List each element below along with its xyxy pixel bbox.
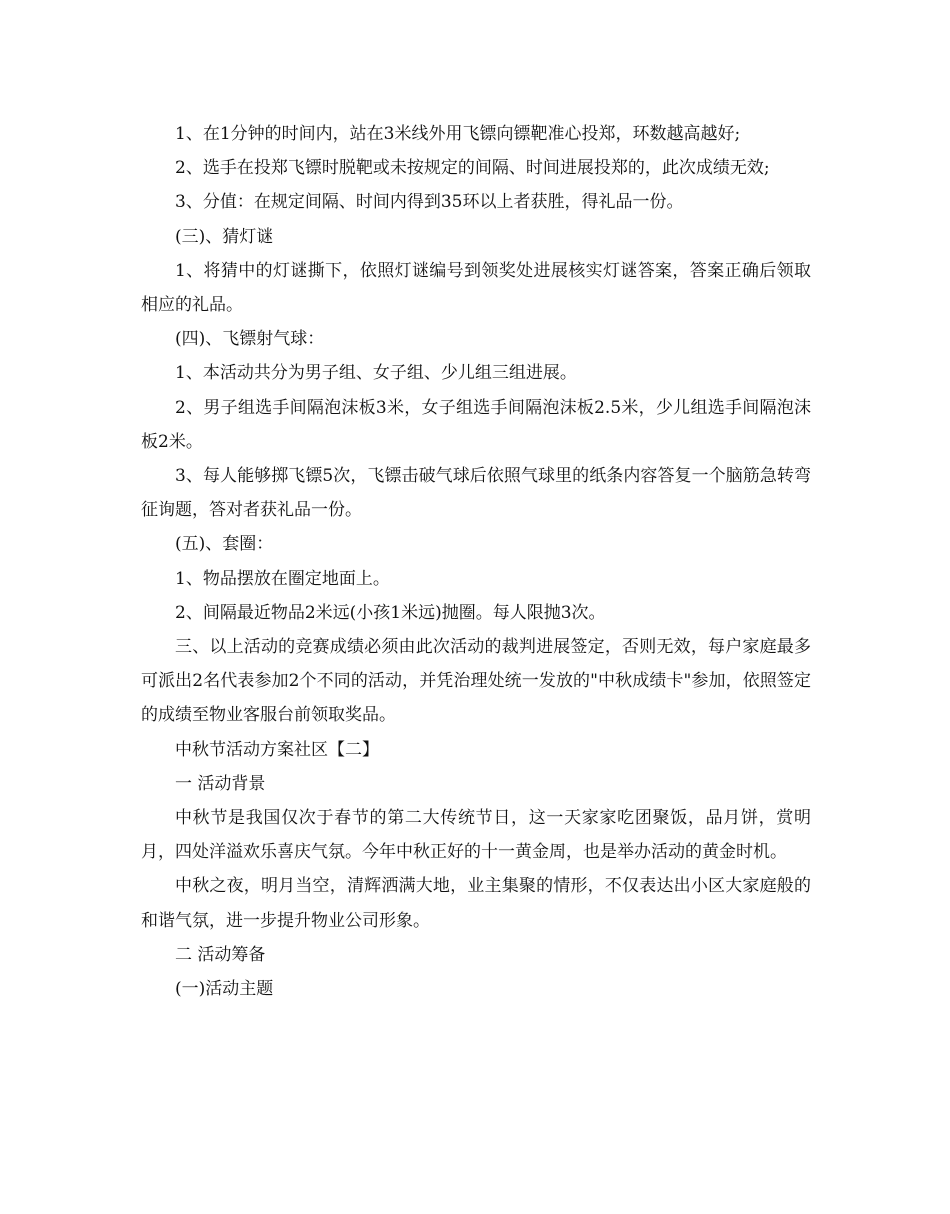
paragraph-dart-rule-1: 1、在1分钟的时间内，站在3米线外用飞镖向镖靶准心投郑，环数越高越好; [175,124,741,144]
paragraph-balloon-rule-3: 3、每人能够掷飞镖5次，飞镖击破气球后依照气球里的纸条内容答复一个脑筋急转弯征询题，答对者获礼品一份。 [141,466,811,521]
section-heading-background: 一 活动背景 [175,773,266,794]
paragraph-dart-rule-2: 2、选手在投郑飞镖时脱靶或未按规定的间隔、时间进展投郑的，此次成绩无效; [175,158,770,179]
section-title-plan-two: 中秋节活动方案社区【二】 [175,739,379,760]
paragraph-general-rules: 三、以上活动的竞赛成绩必须由此次活动的裁判进展签定，否则无效，每户家庭最多可派出2名代表参加2个不同的活动，并凭治理处统一发放的"中秋成绩卡"参加，依照签定的成绩至物业客服台前领取奖品。 [141,637,811,726]
section-heading-ring-toss: (五)、套圈： [175,534,274,555]
section-heading-dart-balloons: (四)、飞镖射气球： [175,329,325,350]
paragraph-riddle-rule-1: 1、将猜中的灯谜撕下，依照灯谜编号到领奖处进展核实灯谜答案，答案正确后领取相应的礼品。 [141,260,811,316]
document-body [141,117,811,1006]
paragraph-ring-rule-1: 1、物品摆放在圈定地面上。 [175,568,390,589]
paragraph-ring-rule-2: 2、间隔最近物品2米远(小孩1米远)抛圈。每人限抛3次。 [175,602,606,623]
paragraph-dart-rule-3: 3、分值：在规定间隔、时间内得到35环以上者获胜，得礼品一份。 [175,192,684,213]
paragraph-background-1: 中秋节是我国仅次于春节的第二大传统节日，这一天家家吃团聚饭，品月饼，赏明月，四处洋溢欢乐喜庆气氛。今年中秋正好的十一黄金周，也是举办活动的黄金时机。 [141,808,811,863]
paragraph-balloon-rule-2: 2、男子组选手间隔泡沫板3米，女子组选手间隔泡沫板2.5米，少儿组选手间隔泡沫板2米。 [141,397,811,452]
subsection-heading-theme: (一)活动主题 [175,979,274,1000]
section-heading-lantern-riddles: (三)、猜灯谜 [175,226,274,247]
paragraph-background-2: 中秋之夜，明月当空，清辉洒满大地，业主集聚的情形，不仅表达出小区大家庭般的和谐气氛，进一步提升物业公司形象。 [141,876,811,931]
paragraph-balloon-rule-1: 1、本活动共分为男子组、女子组、少儿组三组进展。 [175,363,577,384]
section-heading-preparation: 二 活动筹备 [175,944,266,965]
